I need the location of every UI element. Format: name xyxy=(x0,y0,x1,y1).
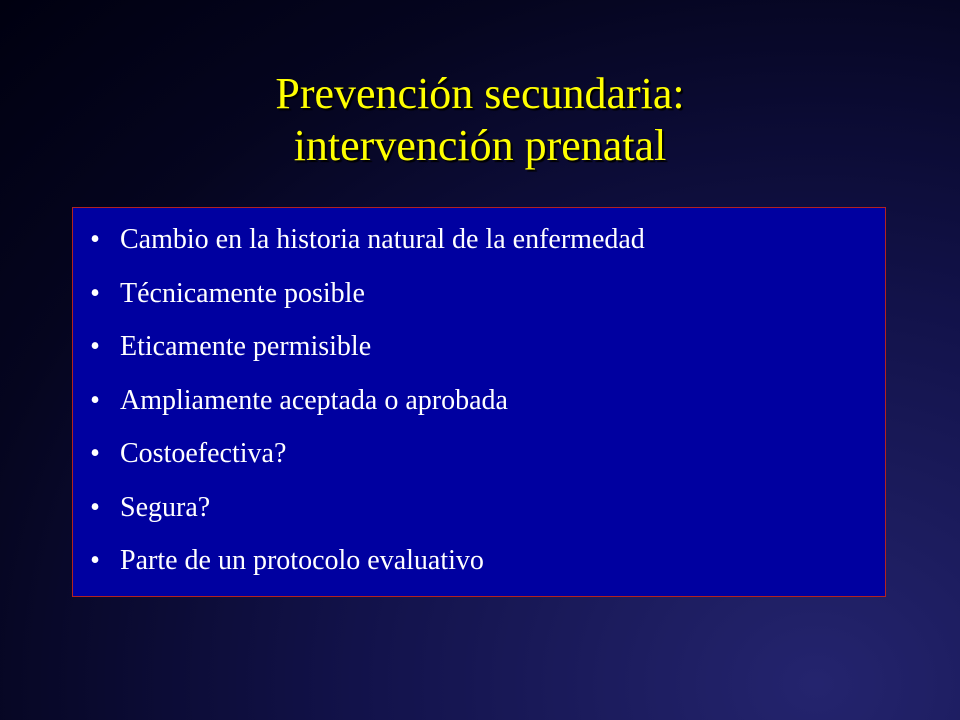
bullet-text: Eticamente permisible xyxy=(120,331,372,362)
slide-title-line-1: Prevención secundaria: xyxy=(275,69,685,118)
bullet-text: Parte de un protocolo evaluativo xyxy=(120,545,484,576)
bullet-text: Costoefectiva? xyxy=(120,438,287,469)
bullet-item xyxy=(73,489,885,543)
bullet-item xyxy=(73,221,885,275)
bullet-dot-icon: • xyxy=(90,438,100,469)
bullet-item xyxy=(73,275,885,329)
bullet-text: Técnicamente posible xyxy=(120,277,365,309)
slide-title-line-2: intervención prenatal xyxy=(293,121,667,170)
bullet-item xyxy=(73,435,885,489)
content-box xyxy=(72,207,886,597)
bullet-item xyxy=(73,328,885,382)
slide-title xyxy=(0,68,960,172)
bullet-dot-icon: • xyxy=(90,277,100,309)
bullet-text: Segura? xyxy=(120,491,211,523)
bullet-dot-icon: • xyxy=(90,491,100,523)
bullet-item xyxy=(73,382,885,436)
bullet-dot-icon: • xyxy=(90,224,100,255)
bullet-dot-icon: • xyxy=(90,545,100,576)
bullet-text: Ampliamente aceptada o aprobada xyxy=(120,384,508,416)
bullet-list xyxy=(73,208,885,596)
bullet-dot-icon: • xyxy=(90,384,100,416)
bullet-item xyxy=(73,542,885,596)
bullet-dot-icon: • xyxy=(90,331,100,362)
bullet-text: Cambio en la historia natural de la enfermedad xyxy=(120,224,645,255)
